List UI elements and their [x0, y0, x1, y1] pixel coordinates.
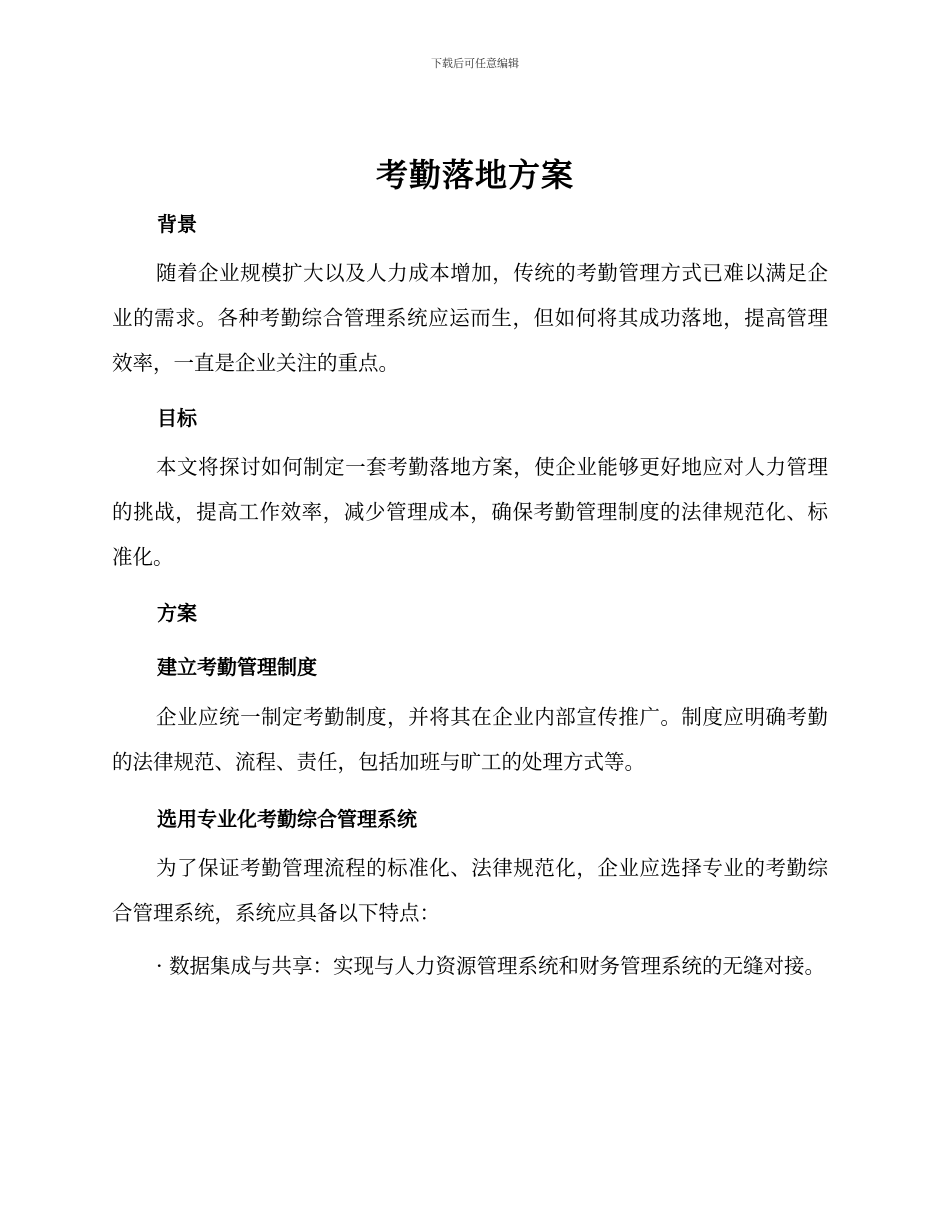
heading-goal: 目标 — [157, 406, 197, 430]
header-note: 下载后可任意编辑 — [431, 57, 519, 70]
page-title: 考勤落地方案 — [375, 156, 574, 194]
heading-plan: 方案 — [157, 601, 197, 625]
bullet-data-integration: · 数据集成与共享：实现与人力资源管理系统和财务管理系统的无缝对接。 — [156, 954, 826, 978]
heading-system-rules: 建立考勤管理制度 — [157, 655, 317, 679]
paragraph-select-system: 为了保证考勤管理流程的标准化、法律规范化，企业应选择专业的考勤综合管理系统，系统应具备以下特点： — [112, 856, 828, 925]
heading-background: 背景 — [157, 212, 197, 236]
paragraph-system-rules: 企业应统一制定考勤制度，并将其在企业内部宣传推广。制度应明确考勤的法律规范、流程、责任，包括加班与旷工的处理方式等。 — [112, 705, 828, 774]
paragraph-background: 随着企业规模扩大以及人力成本增加，传统的考勤管理方式已难以满足企业的需求。各种考勤综合管理系统应运而生，但如何将其成功落地，提高管理效率，一直是企业关注的重点。 — [112, 261, 828, 375]
paragraph-goal: 本文将探讨如何制定一套考勤落地方案，使企业能够更好地应对人力管理的挑战，提高工作效率，减少管理成本，确保考勤管理制度的法律规范化、标准化。 — [112, 455, 828, 569]
heading-select-system: 选用专业化考勤综合管理系统 — [157, 807, 417, 831]
